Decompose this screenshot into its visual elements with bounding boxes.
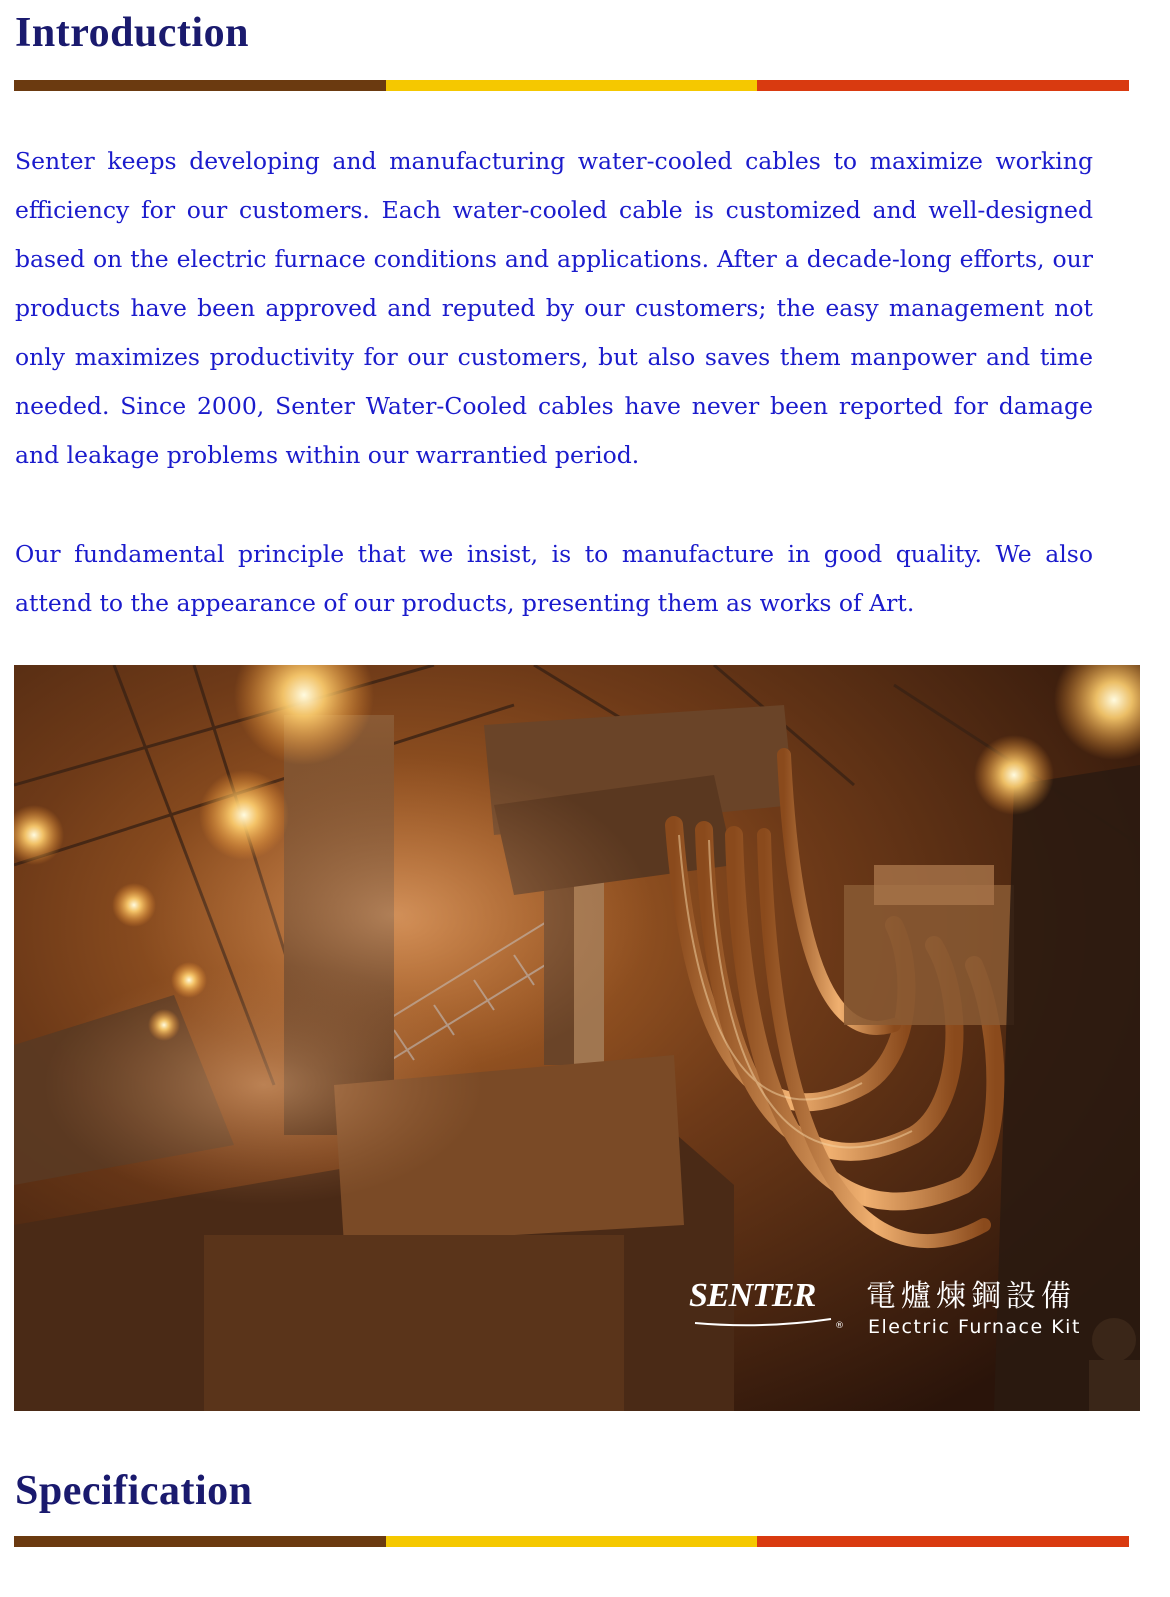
divider-red-segment bbox=[757, 1536, 1129, 1547]
section-divider bbox=[14, 1536, 1129, 1547]
section-divider bbox=[14, 80, 1129, 91]
logo-swoosh-icon bbox=[693, 1317, 833, 1327]
english-title: Electric Furnace Kit bbox=[868, 1316, 1081, 1338]
chinese-title: 電爐煉鋼設備 bbox=[866, 1279, 1076, 1314]
divider-yellow-segment bbox=[386, 1536, 758, 1547]
divider-brown-segment bbox=[14, 1536, 386, 1547]
senter-brand-overlay bbox=[689, 1277, 1109, 1341]
specification-heading: Specification bbox=[15, 1468, 253, 1514]
registered-mark: ® bbox=[835, 1321, 844, 1331]
intro-paragraph-1: Senter keeps developing and manufacturing water-cooled cables to maximize working efficiency for our customers. Each water-cooled cable is customized and well-designed based on the electric furnace conditions and applications. After a decade-long efforts, our products have been approved and reputed by our customers; the easy management not only maximizes productivity for our customers, but also saves them manpower and time needed. Since 2000, Senter Water-Cooled cables have never been reported for damage and leakage problems within our warrantied period. bbox=[15, 147, 1093, 469]
senter-logo: SENTER bbox=[689, 1277, 816, 1314]
electric-furnace-photo bbox=[14, 665, 1140, 1411]
introduction-heading: Introduction bbox=[15, 10, 249, 56]
intro-paragraph-2: Our fundamental principle that we insist, is to manufacture in good quality. We also attend to the appearance of our products, presenting them as works of Art. bbox=[15, 540, 1093, 617]
divider-red-segment bbox=[757, 80, 1129, 91]
divider-brown-segment bbox=[14, 80, 386, 91]
divider-yellow-segment bbox=[386, 80, 758, 91]
